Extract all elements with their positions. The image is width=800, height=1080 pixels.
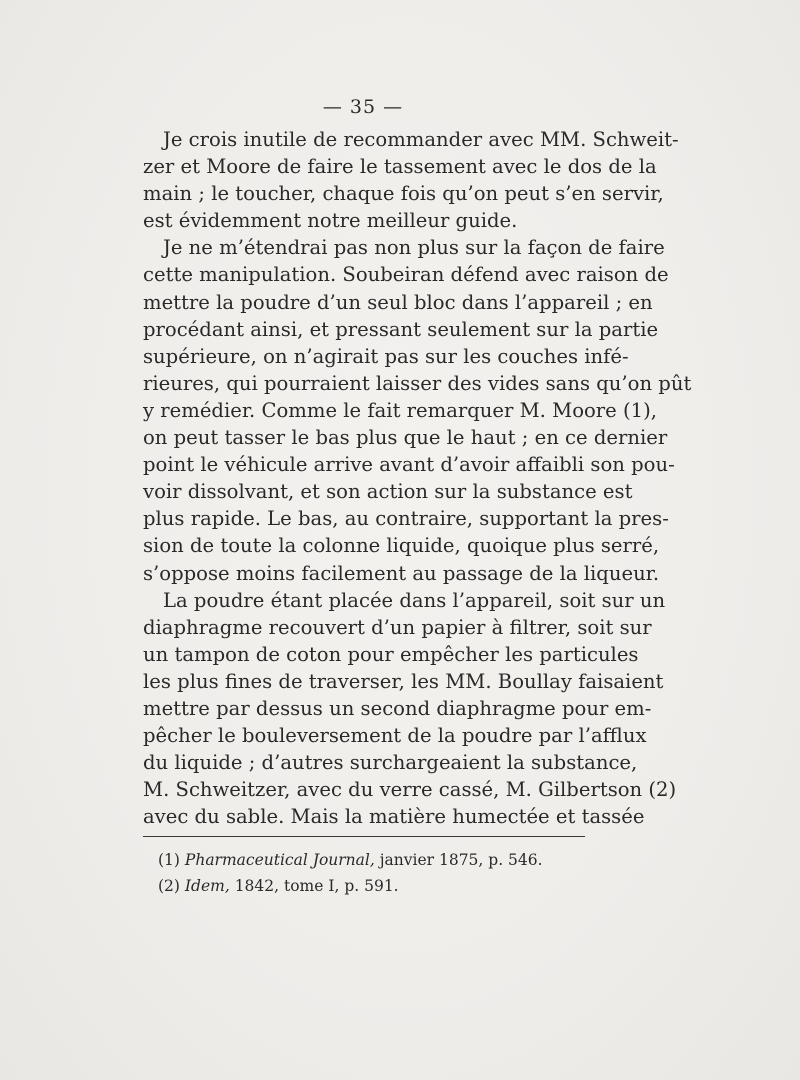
footnote-source: Pharmaceutical Journal, [184,851,375,869]
text-line: zer et Moore de faire le tassement avec le dos de la [143,155,657,179]
text-line: mettre la poudre d’un seul bloc dans l’appareil ; en [143,290,653,314]
paragraph-1 [143,126,679,234]
text-line: sion de toute la colonne liquide, quoique plus serré, [143,534,660,558]
paragraph-2 [143,234,692,586]
text-line: diaphragme recouvert d’un papier à filtrer, soit sur [143,615,652,639]
text-line: du liquide ; d’autres surchargeaient la substance, [143,751,638,775]
text-line: cette manipulation. Soubeiran défend avec raison de [143,263,669,287]
footnote-number: (2) [158,877,180,895]
footnote-source: Idem, [184,877,230,895]
text-line: voir dissolvant, et son action sur la substance est [143,480,633,504]
text-line: un tampon de coton pour empêcher les particules [143,642,639,666]
text-line: procédant ainsi, et pressant seulement sur la partie [143,317,659,341]
footnote-details: 1842, tome I, p. 591. [234,877,399,895]
text-line: Je ne m’étendrai pas non plus sur la façon de faire [163,236,665,260]
text-line: La poudre étant placée dans l’appareil, soit sur un [163,588,666,612]
text-line: Je crois inutile de recommander avec MM. Schweit- [163,128,679,151]
text-line: plus rapide. Le bas, au contraire, supportant la pres- [143,507,669,531]
text-line: pêcher le bouleversement de la poudre par l’afflux [143,724,647,748]
text-line: rieures, qui pourraient laisser des vides sans qu’on pût [143,371,692,395]
text-line: s’oppose moins facilement au passage de la liqueur. [143,561,660,585]
footnotes [158,847,598,899]
body-text [143,126,692,830]
text-line: les plus fines de traverser, les MM. Boullay faisaient [143,669,664,693]
text-line: point le véhicule arrive avant d’avoir affaibli son pou- [143,453,675,477]
footnote-1 [158,847,598,873]
footnote-2 [158,873,598,899]
text-line: supérieure, on n’agirait pas sur les couches infé- [143,344,629,368]
footnote-details: janvier 1875, p. 546. [379,851,543,869]
footnote-number: (1) [158,851,180,869]
page-number: — 35 — [322,96,404,118]
paragraph-3 [143,587,677,831]
text-line: est évidemment notre meilleur guide. [143,209,518,233]
text-line: mettre par dessus un second diaphragme pour em- [143,696,652,720]
text-line: on peut tasser le bas plus que le haut ; en ce dernier [143,426,668,450]
text-line: y remédier. Comme le fait remarquer M. Moore (1), [143,398,657,422]
text-line: main ; le toucher, chaque fois qu’on peut s’en servir, [143,182,664,206]
text-line: M. Schweitzer, avec du verre cassé, M. Gilbertson (2) [143,778,677,802]
text-line: avec du sable. Mais la matière humectée et tassée [143,805,645,829]
footnote-divider [143,836,585,837]
